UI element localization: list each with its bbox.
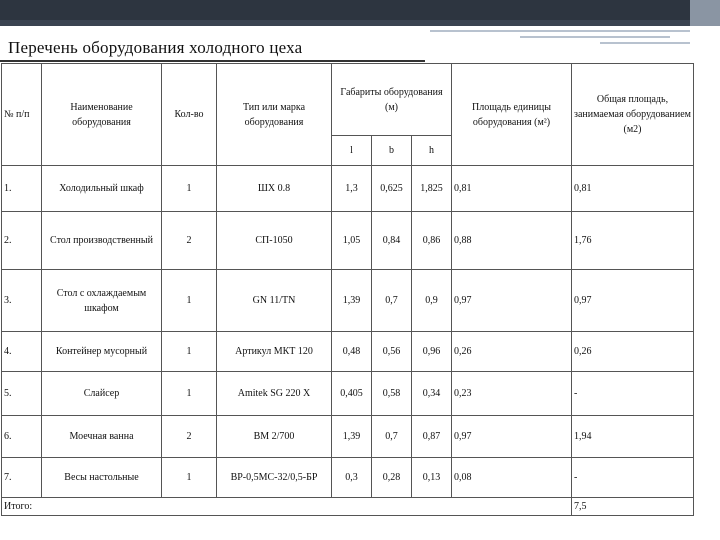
table-row: [2, 416, 694, 458]
header-accent-strip: [690, 0, 720, 26]
header-unit-area: Площадь единицы оборудования (м²): [452, 64, 572, 166]
decorative-line: [430, 30, 690, 32]
cell-num: 6.: [2, 416, 42, 458]
cell-name: Контейнер мусорный: [42, 332, 162, 372]
cell-total-area: -: [572, 458, 694, 498]
cell-name: Стол с охлаждаемым шкафом: [42, 270, 162, 332]
header-qty: Кол-во: [162, 64, 217, 166]
header-dimensions: Габариты оборудования (м): [332, 64, 452, 136]
cell-unit-area: 0,08: [452, 458, 572, 498]
cell-total-area: 1,94: [572, 416, 694, 458]
table-row: [2, 332, 694, 372]
cell-length: 0,48: [332, 332, 372, 372]
cell-type: СП-1050: [217, 212, 332, 270]
cell-type: ШХ 0.8: [217, 166, 332, 212]
cell-qty: 1: [162, 270, 217, 332]
total-label: Итого:: [2, 498, 572, 516]
title-underline: [0, 60, 425, 62]
header-dark-band: [0, 0, 720, 20]
cell-qty: 1: [162, 332, 217, 372]
total-row: [2, 498, 694, 516]
cell-name: Моечная ванна: [42, 416, 162, 458]
cell-length: 1,3: [332, 166, 372, 212]
header-type: Тип или марка оборудования: [217, 64, 332, 166]
cell-qty: 2: [162, 416, 217, 458]
cell-width: 0,625: [372, 166, 412, 212]
header-width: b: [372, 136, 412, 166]
table-row: [2, 458, 694, 498]
cell-num: 4.: [2, 332, 42, 372]
header-num: № п/п: [2, 64, 42, 166]
cell-name: Слайсер: [42, 372, 162, 416]
cell-type: ВМ 2/700: [217, 416, 332, 458]
cell-length: 0,405: [332, 372, 372, 416]
cell-width: 0,58: [372, 372, 412, 416]
header-name: Наименование оборудования: [42, 64, 162, 166]
cell-length: 1,05: [332, 212, 372, 270]
table-row: [2, 270, 694, 332]
cell-height: 0,9: [412, 270, 452, 332]
table-row: [2, 212, 694, 270]
cell-num: 3.: [2, 270, 42, 332]
cell-unit-area: 0,23: [452, 372, 572, 416]
cell-qty: 2: [162, 212, 217, 270]
cell-name: Холодильный шкаф: [42, 166, 162, 212]
cell-height: 1,825: [412, 166, 452, 212]
cell-num: 7.: [2, 458, 42, 498]
cell-qty: 1: [162, 166, 217, 212]
cell-num: 2.: [2, 212, 42, 270]
page-title: Перечень оборудования холодного цеха: [8, 38, 303, 57]
table-row: [2, 372, 694, 416]
cell-num: 5.: [2, 372, 42, 416]
cell-total-area: 0,97: [572, 270, 694, 332]
cell-name: Стол производственный: [42, 212, 162, 270]
cell-unit-area: 0,88: [452, 212, 572, 270]
decorative-line: [600, 42, 690, 44]
cell-height: 0,34: [412, 372, 452, 416]
header-total-area: Общая площадь, занимаемая оборудованием (м2): [572, 64, 694, 166]
cell-unit-area: 0,97: [452, 270, 572, 332]
header-height: h: [412, 136, 452, 166]
cell-type: ВР-0,5МС-32/0,5-БР: [217, 458, 332, 498]
cell-length: 1,39: [332, 416, 372, 458]
cell-total-area: -: [572, 372, 694, 416]
cell-width: 0,7: [372, 416, 412, 458]
cell-height: 0,13: [412, 458, 452, 498]
cell-length: 1,39: [332, 270, 372, 332]
cell-qty: 1: [162, 372, 217, 416]
cell-width: 0,28: [372, 458, 412, 498]
cell-type: GN 11/TN: [217, 270, 332, 332]
cell-width: 0,7: [372, 270, 412, 332]
total-value: 7,5: [572, 498, 694, 516]
cell-type: Артикул МКТ 120: [217, 332, 332, 372]
slide-header-bar: [0, 0, 720, 26]
cell-length: 0,3: [332, 458, 372, 498]
cell-height: 0,87: [412, 416, 452, 458]
table-row: [2, 166, 694, 212]
cell-total-area: 1,76: [572, 212, 694, 270]
cell-unit-area: 0,97: [452, 416, 572, 458]
equipment-table: [1, 63, 694, 516]
cell-height: 0,86: [412, 212, 452, 270]
cell-type: Amitek SG 220 X: [217, 372, 332, 416]
cell-unit-area: 0,26: [452, 332, 572, 372]
header-length: l: [332, 136, 372, 166]
cell-qty: 1: [162, 458, 217, 498]
cell-height: 0,96: [412, 332, 452, 372]
cell-unit-area: 0,81: [452, 166, 572, 212]
cell-total-area: 0,26: [572, 332, 694, 372]
decorative-line: [520, 36, 670, 38]
cell-width: 0,56: [372, 332, 412, 372]
cell-num: 1.: [2, 166, 42, 212]
cell-total-area: 0,81: [572, 166, 694, 212]
cell-name: Весы настольные: [42, 458, 162, 498]
cell-width: 0,84: [372, 212, 412, 270]
